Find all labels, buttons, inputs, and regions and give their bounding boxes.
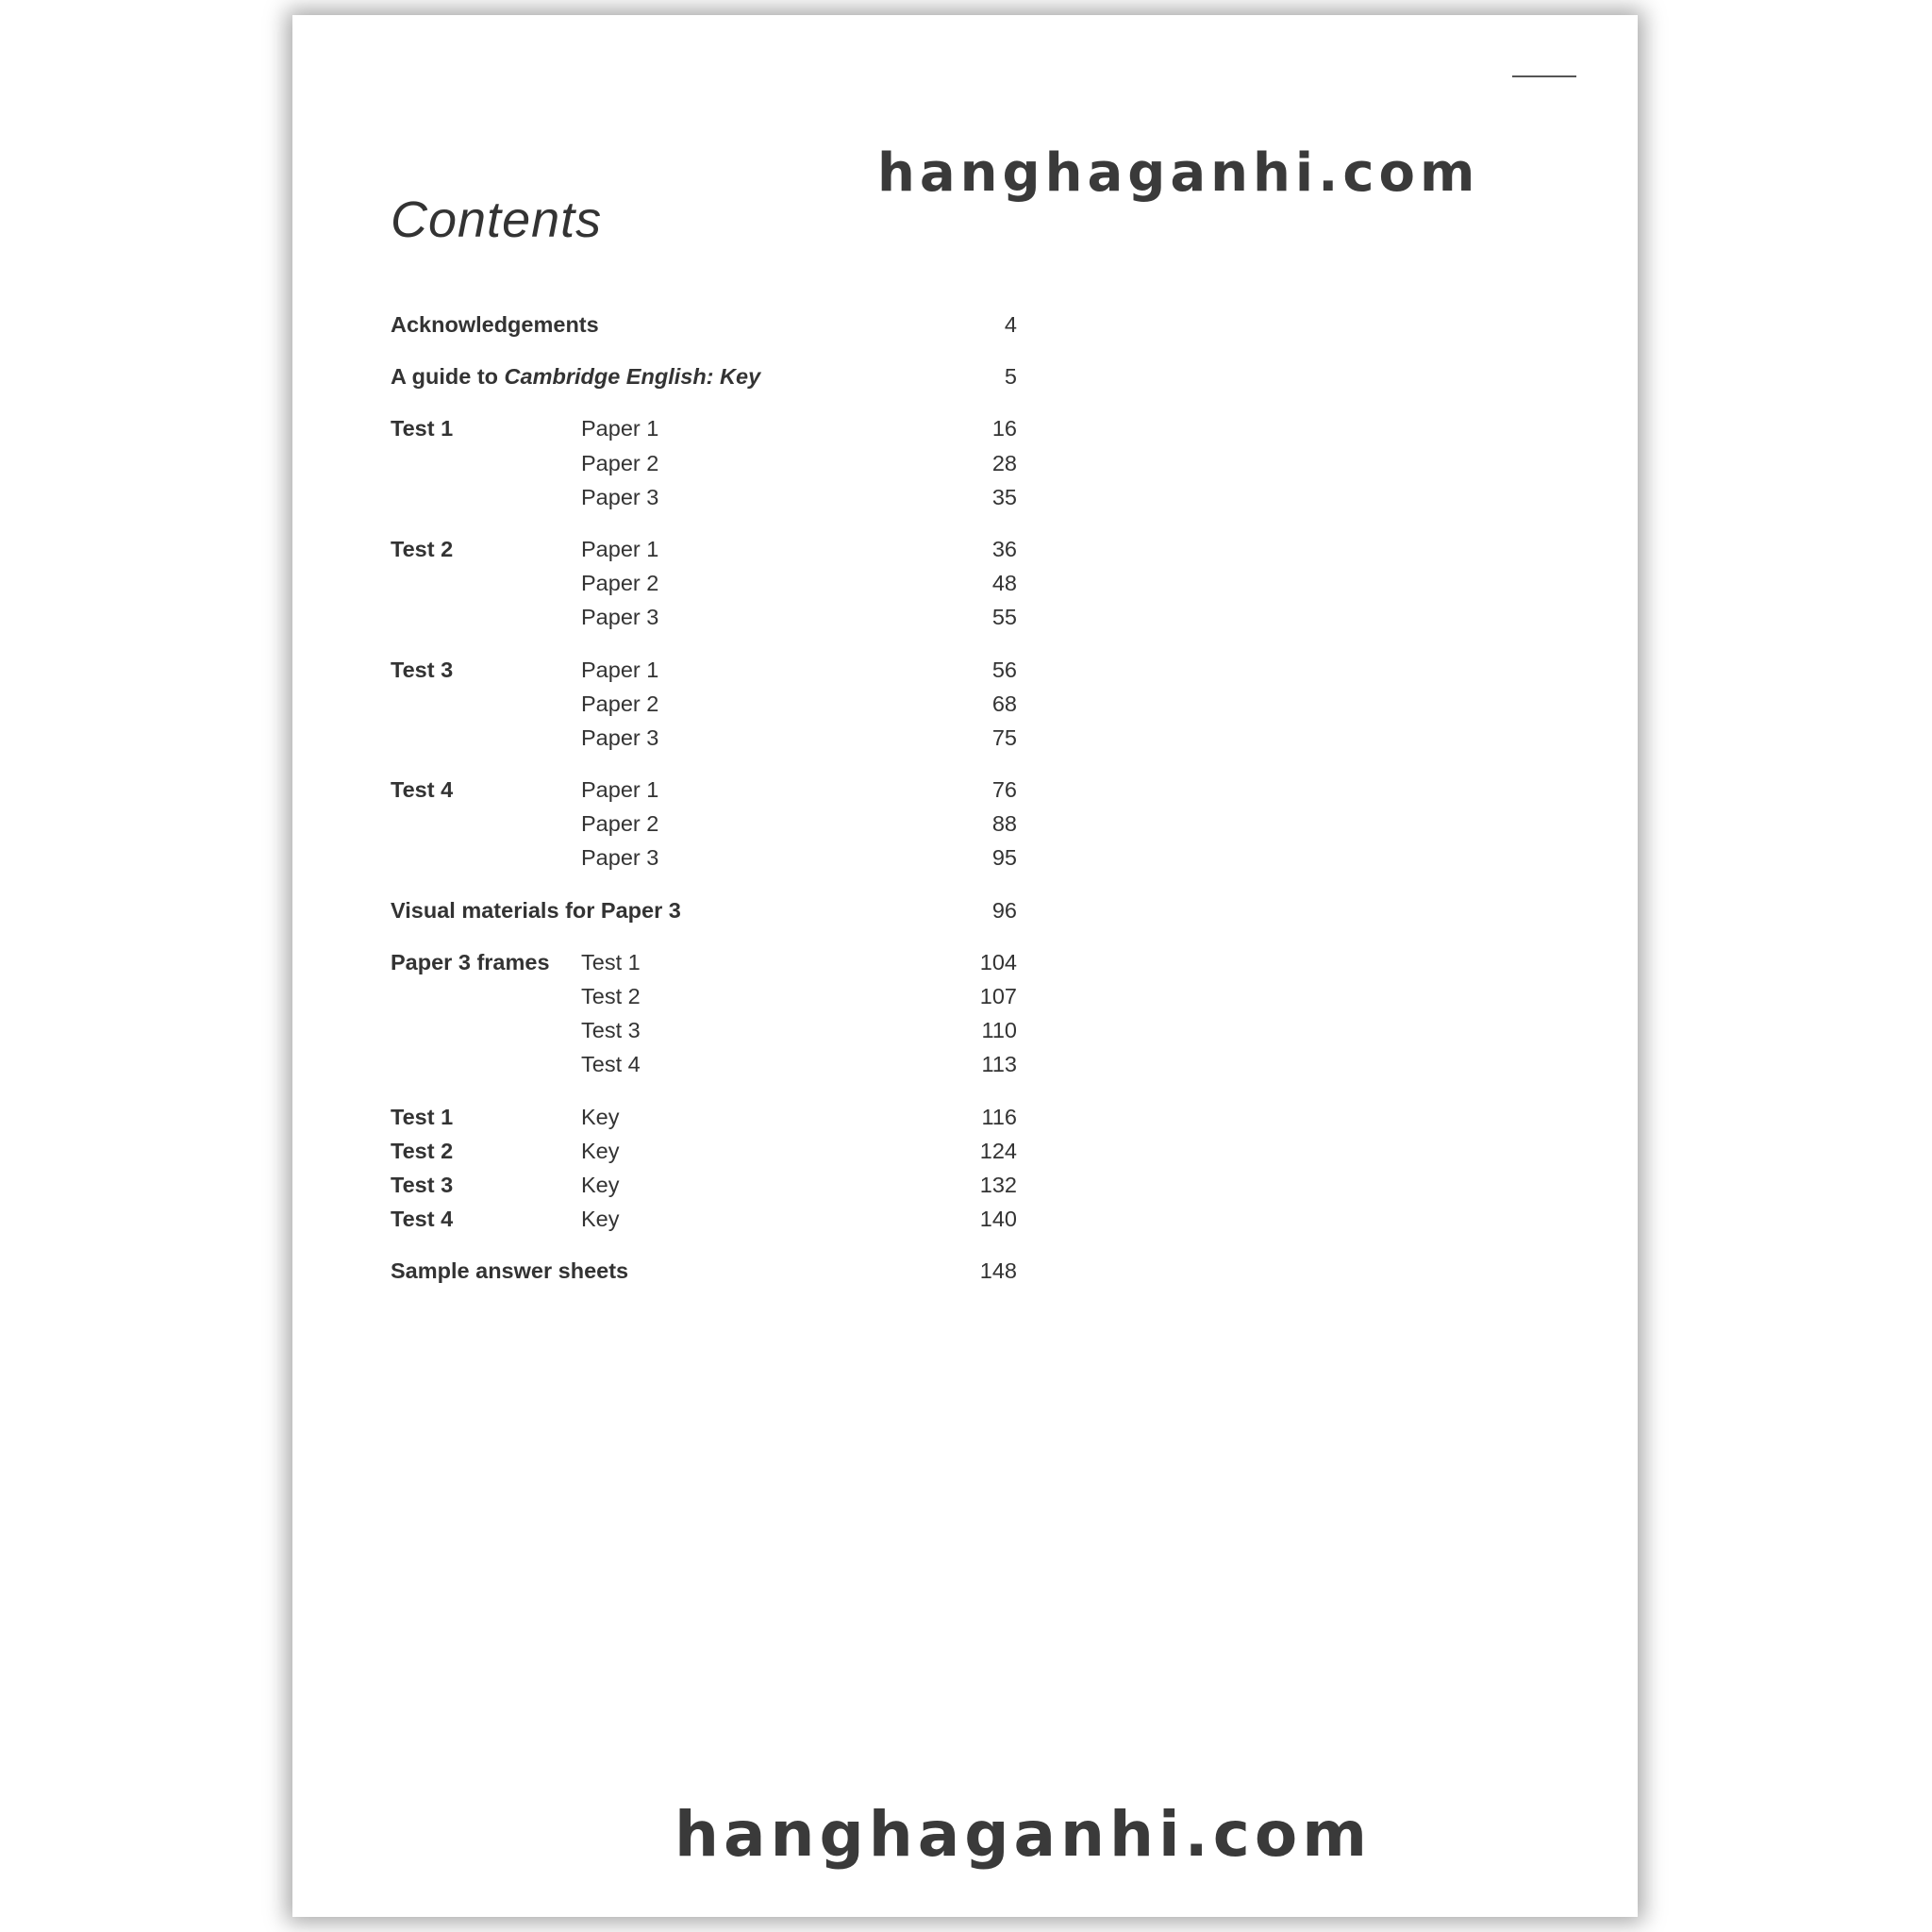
- toc-page-number: 104: [979, 949, 1017, 974]
- toc-page-number: 48: [991, 571, 1017, 596]
- toc-sub-label: Paper 2: [581, 811, 659, 837]
- toc-entry: [391, 687, 1017, 721]
- toc-group-visual-materials: [391, 893, 1017, 927]
- corner-rule: [1512, 75, 1576, 77]
- toc-entry: [391, 532, 1017, 566]
- toc-entry: [391, 411, 1017, 445]
- toc-entry: [391, 979, 1017, 1013]
- watermark-bottom: hanghaganhi.com: [675, 1798, 1372, 1871]
- toc-sub-label: Key: [581, 1207, 620, 1232]
- toc-sub-label: Paper 1: [581, 657, 659, 682]
- toc-sub-label: Paper 2: [581, 571, 659, 596]
- toc-entry: [391, 1168, 1017, 1202]
- toc-sub-label: Paper 2: [581, 450, 659, 475]
- toc-entry: [391, 721, 1017, 755]
- toc-page-number: 95: [991, 845, 1017, 871]
- toc-entry: [391, 945, 1017, 979]
- toc-page-number: 68: [991, 691, 1017, 716]
- toc-entry: [391, 893, 1017, 927]
- guide-label-italic: Cambridge English: Key: [504, 364, 761, 390]
- toc-entry-label: Test 1: [391, 1104, 454, 1129]
- toc-sub-label: Key: [581, 1138, 620, 1163]
- toc-sub-label: Key: [581, 1172, 620, 1197]
- toc-page-number: 113: [981, 1052, 1017, 1077]
- toc-entry: [391, 1202, 1017, 1236]
- toc-sub-label: Paper 3: [581, 484, 659, 509]
- toc-sub-label: Paper 1: [581, 777, 659, 803]
- toc-page-number: 4: [1004, 312, 1017, 337]
- toc-sub-label: Paper 2: [581, 691, 659, 716]
- toc-entry-label: Test 4: [391, 1207, 454, 1232]
- toc-sub-label: Test 1: [581, 949, 641, 974]
- toc-sub-label: Paper 1: [581, 416, 659, 441]
- toc-entry: [391, 1100, 1017, 1134]
- toc-group-keys: [391, 1100, 1017, 1237]
- toc-entry: [391, 308, 1017, 341]
- toc-entry: [391, 359, 1017, 393]
- toc-page-number: 5: [1004, 364, 1017, 390]
- page-title: Contents: [391, 192, 603, 248]
- toc-page-number: 110: [981, 1018, 1017, 1043]
- toc-sub-label: Paper 1: [581, 536, 659, 561]
- toc-group-answer-sheets: [391, 1254, 1017, 1288]
- toc-group-test-2: [391, 532, 1017, 635]
- document-page: [292, 15, 1638, 1917]
- watermark-top: hanghaganhi.com: [877, 142, 1480, 204]
- toc-sub-label: Paper 3: [581, 845, 659, 871]
- toc-entry-label: Sample answer sheets: [391, 1258, 629, 1284]
- toc-page-number: 76: [991, 777, 1017, 803]
- toc-page-number: 36: [991, 536, 1017, 561]
- toc-sub-label: Test 3: [581, 1018, 641, 1043]
- toc-page-number: 116: [981, 1104, 1017, 1129]
- toc-entry-label: Test 2: [391, 536, 454, 561]
- toc-entry: [391, 1013, 1017, 1047]
- toc-page-number: 75: [991, 724, 1017, 750]
- toc-page-number: 148: [979, 1258, 1017, 1284]
- table-of-contents: [391, 308, 1017, 1307]
- toc-entry: [391, 446, 1017, 480]
- toc-entry-label: Acknowledgements: [391, 312, 599, 337]
- toc-group-acknowledgements: [391, 308, 1017, 341]
- toc-entry: [391, 480, 1017, 514]
- toc-page-number: 107: [979, 984, 1017, 1008]
- toc-group-test-1: [391, 411, 1017, 514]
- toc-entry-label: Visual materials for Paper 3: [391, 897, 681, 923]
- toc-group-frames: [391, 945, 1017, 1082]
- toc-sub-label: Test 2: [581, 984, 641, 1008]
- toc-entry: [391, 1134, 1017, 1168]
- toc-group-test-3: [391, 653, 1017, 756]
- toc-page-number: 132: [979, 1172, 1017, 1197]
- toc-page-number: 16: [991, 416, 1017, 441]
- toc-entry: [391, 841, 1017, 874]
- guide-label-prefix: A guide to: [391, 364, 505, 390]
- toc-group-guide: [391, 359, 1017, 393]
- toc-page-number: 56: [991, 657, 1017, 682]
- toc-sub-label: Key: [581, 1104, 620, 1129]
- toc-entry: [391, 600, 1017, 634]
- toc-page-number: 55: [991, 605, 1017, 630]
- toc-entry-label: Paper 3 frames: [391, 949, 550, 974]
- toc-entry: [391, 773, 1017, 807]
- toc-entry-label: Test 2: [391, 1138, 454, 1163]
- toc-sub-label: Paper 3: [581, 724, 659, 750]
- toc-page-number: 96: [991, 897, 1017, 923]
- toc-sub-label: Paper 3: [581, 605, 659, 630]
- toc-entry-label: Test 4: [391, 777, 454, 803]
- toc-sub-label: Test 4: [581, 1052, 641, 1077]
- toc-entry-label: Test 3: [391, 1172, 454, 1197]
- toc-entry-label: [391, 359, 941, 393]
- toc-page-number: 88: [991, 811, 1017, 837]
- toc-entry-label: Test 3: [391, 657, 454, 682]
- toc-entry: [391, 653, 1017, 687]
- toc-entry-label: Test 1: [391, 416, 454, 441]
- toc-page-number: 35: [991, 484, 1017, 509]
- toc-page-number: 124: [979, 1138, 1017, 1163]
- toc-page-number: 28: [991, 450, 1017, 475]
- toc-entry: [391, 807, 1017, 841]
- toc-entry: [391, 1047, 1017, 1081]
- toc-entry: [391, 566, 1017, 600]
- toc-group-test-4: [391, 773, 1017, 875]
- toc-page-number: 140: [979, 1207, 1017, 1232]
- toc-entry: [391, 1254, 1017, 1288]
